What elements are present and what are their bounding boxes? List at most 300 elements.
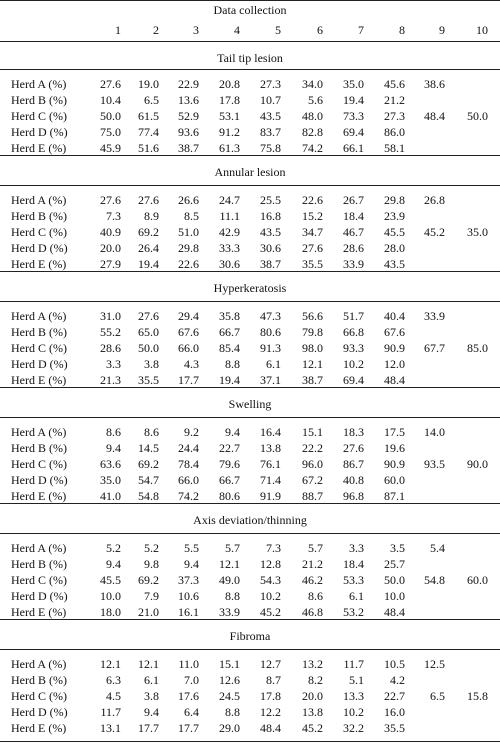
table-row <box>0 340 500 356</box>
table-cell: 83.7 <box>260 125 281 139</box>
table-cell: 73.3 <box>343 109 364 123</box>
table-cell: 91.9 <box>260 489 281 503</box>
table-cell: 19.6 <box>384 441 405 455</box>
table-cell: 86.0 <box>384 125 405 139</box>
table-cell: 24.4 <box>178 441 199 455</box>
table-cell: 79.8 <box>302 325 323 339</box>
table-cell: 18.0 <box>100 605 121 619</box>
table-cell: 66.1 <box>343 141 364 155</box>
row-label: Herd E (%) <box>11 257 67 271</box>
table-cell: 54.3 <box>260 573 281 587</box>
table-cell: 33.9 <box>424 309 445 323</box>
table-cell: 74.2 <box>302 141 323 155</box>
table-row <box>0 108 500 124</box>
table-cell: 12.1 <box>138 657 159 671</box>
table-cell: 85.4 <box>219 341 240 355</box>
table-cell: 42.9 <box>219 225 240 239</box>
table-cell: 67.7 <box>424 341 445 355</box>
table-cell: 60.0 <box>384 473 405 487</box>
table-cell: 25.5 <box>260 193 281 207</box>
table-cell: 66.0 <box>178 341 199 355</box>
table-cell: 38.6 <box>424 77 445 91</box>
row-label: Herd A (%) <box>11 657 67 671</box>
table-row <box>0 324 500 340</box>
table-cell: 6.1 <box>144 673 159 687</box>
table-cell: 11.7 <box>100 705 121 719</box>
table-cell: 11.1 <box>219 209 240 223</box>
table-cell: 17.7 <box>178 721 199 735</box>
table-row <box>0 704 500 720</box>
table-cell: 9.4 <box>144 705 159 719</box>
table-cell: 13.8 <box>260 441 281 455</box>
table-cell: 17.7 <box>138 721 159 735</box>
column-header-row <box>0 22 500 38</box>
table-row <box>0 540 500 556</box>
table-cell: 15.8 <box>467 689 488 703</box>
table-cell: 43.5 <box>384 257 405 271</box>
table-cell: 38.7 <box>302 373 323 387</box>
table-cell: 93.3 <box>343 341 364 355</box>
row-label: Herd C (%) <box>11 573 67 587</box>
table-cell: 40.8 <box>343 473 364 487</box>
table-cell: 46.2 <box>302 573 323 587</box>
table-cell: 13.3 <box>343 689 364 703</box>
row-label: Herd A (%) <box>11 425 67 439</box>
table-cell: 8.6 <box>106 425 121 439</box>
table-cell: 29.4 <box>178 309 199 323</box>
table-cell: 31.0 <box>100 309 121 323</box>
table-cell: 17.8 <box>260 689 281 703</box>
table-cell: 33.9 <box>343 257 364 271</box>
table-cell: 35.5 <box>138 373 159 387</box>
table-cell: 69.4 <box>343 373 364 387</box>
table-cell: 90.9 <box>384 457 405 471</box>
table-cell: 58.1 <box>384 141 405 155</box>
table-cell: 20.0 <box>302 689 323 703</box>
table-cell: 41.0 <box>100 489 121 503</box>
table-cell: 22.9 <box>178 77 199 91</box>
table-cell: 54.8 <box>424 573 445 587</box>
table-cell: 9.4 <box>184 557 199 571</box>
table-cell: 82.8 <box>302 125 323 139</box>
row-label: Herd B (%) <box>11 325 67 339</box>
table-cell: 17.8 <box>219 93 240 107</box>
table-cell: 22.7 <box>384 689 405 703</box>
table-cell: 5.2 <box>106 541 121 555</box>
table-cell: 96.8 <box>343 489 364 503</box>
table-cell: 16.8 <box>260 209 281 223</box>
table-cell: 10.0 <box>100 589 121 603</box>
table-cell: 6.1 <box>266 357 281 371</box>
column-header: 2 <box>153 23 159 37</box>
table-cell: 17.7 <box>178 373 199 387</box>
table-cell: 27.6 <box>100 77 121 91</box>
table-cell: 26.8 <box>424 193 445 207</box>
table-cell: 65.0 <box>138 325 159 339</box>
table-cell: 77.4 <box>138 125 159 139</box>
table-cell: 55.2 <box>100 325 121 339</box>
column-header: 7 <box>358 23 364 37</box>
table-row <box>0 440 500 456</box>
section-title: Axis deviation/thinning <box>193 513 307 527</box>
table-cell: 18.4 <box>343 209 364 223</box>
table-cell: 66.7 <box>219 325 240 339</box>
section-top-rule <box>0 619 500 620</box>
table-cell: 12.7 <box>260 657 281 671</box>
table-row <box>0 372 500 388</box>
table-cell: 21.0 <box>138 605 159 619</box>
table-cell: 48.4 <box>260 721 281 735</box>
table-cell: 9.4 <box>106 441 121 455</box>
table-cell: 8.7 <box>266 673 281 687</box>
table-cell: 51.7 <box>343 309 364 323</box>
table-cell: 15.1 <box>302 425 323 439</box>
table-cell: 8.8 <box>225 357 240 371</box>
table-cell: 37.3 <box>178 573 199 587</box>
row-label: Herd B (%) <box>11 557 67 571</box>
row-label: Herd C (%) <box>11 457 67 471</box>
table-cell: 8.2 <box>308 673 323 687</box>
table-cell: 50.0 <box>100 109 121 123</box>
table-cell: 67.2 <box>302 473 323 487</box>
table-cell: 45.2 <box>424 225 445 239</box>
table-cell: 13.8 <box>302 705 323 719</box>
table-cell: 54.7 <box>138 473 159 487</box>
table-row <box>0 688 500 704</box>
table-row <box>0 124 500 140</box>
table-cell: 5.7 <box>225 541 240 555</box>
table-cell: 5.6 <box>308 93 323 107</box>
table-cell: 12.1 <box>100 657 121 671</box>
table-cell: 6.1 <box>349 589 364 603</box>
row-label: Herd D (%) <box>11 357 68 371</box>
table-cell: 49.0 <box>219 573 240 587</box>
table-cell: 12.1 <box>302 357 323 371</box>
table-cell: 35.5 <box>302 257 323 271</box>
table-cell: 45.2 <box>260 605 281 619</box>
section-title: Fibroma <box>229 629 271 643</box>
table-cell: 35.0 <box>467 225 488 239</box>
table-cell: 7.0 <box>184 673 199 687</box>
table-cell: 75.0 <box>100 125 121 139</box>
table-cell: 12.8 <box>260 557 281 571</box>
table-row <box>0 720 500 736</box>
table-cell: 15.2 <box>302 209 323 223</box>
table-cell: 19.4 <box>219 373 240 387</box>
table-cell: 10.2 <box>343 705 364 719</box>
row-label: Herd E (%) <box>11 373 67 387</box>
table-cell: 5.4 <box>430 541 445 555</box>
table-cell: 50.0 <box>467 109 488 123</box>
table-row <box>0 308 500 324</box>
table-cell: 66.0 <box>178 473 199 487</box>
table-cell: 35.0 <box>100 473 121 487</box>
table-cell: 3.8 <box>144 689 159 703</box>
table-row <box>0 92 500 108</box>
table-cell: 19.4 <box>343 93 364 107</box>
table-row <box>0 208 500 224</box>
row-label: Herd D (%) <box>11 241 68 255</box>
column-header: 8 <box>399 23 405 37</box>
table-cell: 28.0 <box>384 241 405 255</box>
table-cell: 6.3 <box>106 673 121 687</box>
table-cell: 61.5 <box>138 109 159 123</box>
table-cell: 13.1 <box>100 721 121 735</box>
row-label: Herd C (%) <box>11 689 67 703</box>
table-cell: 10.4 <box>100 93 121 107</box>
table-cell: 5.7 <box>308 541 323 555</box>
table-cell: 8.8 <box>225 705 240 719</box>
table-row <box>0 488 500 504</box>
row-label: Herd E (%) <box>11 605 67 619</box>
table-row <box>0 140 500 156</box>
table-cell: 35.5 <box>384 721 405 735</box>
table-cell: 21.3 <box>100 373 121 387</box>
table-cell: 45.5 <box>100 573 121 587</box>
row-label: Herd C (%) <box>11 341 67 355</box>
table-cell: 27.6 <box>138 309 159 323</box>
table-cell: 87.1 <box>384 489 405 503</box>
row-label: Herd D (%) <box>11 589 68 603</box>
table-cell: 28.6 <box>100 341 121 355</box>
section-title: Hyperkeratosis <box>213 281 287 295</box>
table-bottom-rule <box>0 741 500 742</box>
table-cell: 43.5 <box>260 225 281 239</box>
table-cell: 85.0 <box>467 341 488 355</box>
table-cell: 29.8 <box>384 193 405 207</box>
table-cell: 3.3 <box>349 541 364 555</box>
row-label: Herd E (%) <box>11 721 67 735</box>
table-cell: 16.1 <box>178 605 199 619</box>
table-cell: 26.7 <box>343 193 364 207</box>
row-label: Herd C (%) <box>11 109 67 123</box>
table-cell: 22.6 <box>178 257 199 271</box>
table-cell: 15.1 <box>219 657 240 671</box>
section-title-rule <box>0 533 500 534</box>
table-cell: 35.8 <box>219 309 240 323</box>
table-cell: 53.2 <box>343 605 364 619</box>
table-cell: 11.0 <box>178 657 199 671</box>
table-top-rule <box>0 0 500 1</box>
table-cell: 9.8 <box>144 557 159 571</box>
table-cell: 63.6 <box>100 457 121 471</box>
table-cell: 8.6 <box>144 425 159 439</box>
column-header: 3 <box>193 23 199 37</box>
table-cell: 79.6 <box>219 457 240 471</box>
table-cell: 23.9 <box>384 209 405 223</box>
table-cell: 56.6 <box>302 309 323 323</box>
table-row <box>0 456 500 472</box>
column-header: 5 <box>275 23 281 37</box>
row-label: Herd A (%) <box>11 309 67 323</box>
table-cell: 29.8 <box>178 241 199 255</box>
table-cell: 90.9 <box>384 341 405 355</box>
table-row <box>0 76 500 92</box>
table-cell: 98.0 <box>302 341 323 355</box>
table-cell: 10.2 <box>343 357 364 371</box>
table-cell: 37.1 <box>260 373 281 387</box>
section-title-rule <box>0 69 500 70</box>
table-cell: 38.7 <box>178 141 199 155</box>
section-title-rule <box>0 185 500 186</box>
table-cell: 51.0 <box>178 225 199 239</box>
table-cell: 10.2 <box>260 589 281 603</box>
table-cell: 4.2 <box>390 673 405 687</box>
column-header: 4 <box>234 23 240 37</box>
table-cell: 14.5 <box>138 441 159 455</box>
table-cell: 48.0 <box>302 109 323 123</box>
table-cell: 90.0 <box>467 457 488 471</box>
table-cell: 48.4 <box>384 373 405 387</box>
row-label: Herd B (%) <box>11 209 67 223</box>
table-cell: 48.4 <box>424 109 445 123</box>
section-top-rule <box>0 41 500 42</box>
section-title: Tail tip lesion <box>217 51 283 65</box>
table-row <box>0 572 500 588</box>
table-cell: 21.2 <box>302 557 323 571</box>
table-cell: 69.4 <box>343 125 364 139</box>
table-cell: 30.6 <box>260 241 281 255</box>
table-cell: 18.4 <box>343 557 364 571</box>
section-title: Swelling <box>228 397 272 411</box>
table-cell: 27.6 <box>302 241 323 255</box>
table-cell: 27.6 <box>138 193 159 207</box>
table-cell: 38.7 <box>260 257 281 271</box>
table-cell: 53.3 <box>343 573 364 587</box>
table-cell: 8.8 <box>225 589 240 603</box>
table-cell: 20.0 <box>100 241 121 255</box>
table-cell: 12.6 <box>219 673 240 687</box>
table-cell: 74.2 <box>178 489 199 503</box>
section-title-rule <box>0 649 500 650</box>
section-title-rule <box>0 301 500 302</box>
table-cell: 54.8 <box>138 489 159 503</box>
table-cell: 51.6 <box>138 141 159 155</box>
table-cell: 33.3 <box>219 241 240 255</box>
table-cell: 30.6 <box>219 257 240 271</box>
table-cell: 12.1 <box>219 557 240 571</box>
table-cell: 61.3 <box>219 141 240 155</box>
table-row <box>0 556 500 572</box>
table-cell: 46.8 <box>302 605 323 619</box>
table-cell: 6.4 <box>184 705 199 719</box>
table-cell: 21.2 <box>384 93 405 107</box>
table-cell: 96.0 <box>302 457 323 471</box>
row-label: Herd B (%) <box>11 673 67 687</box>
table-cell: 7.3 <box>106 209 121 223</box>
table-row <box>0 604 500 620</box>
table-cell: 80.6 <box>219 489 240 503</box>
table-cell: 45.9 <box>100 141 121 155</box>
table-cell: 9.4 <box>106 557 121 571</box>
table-cell: 27.9 <box>100 257 121 271</box>
table-cell: 27.6 <box>100 193 121 207</box>
table-cell: 45.5 <box>384 225 405 239</box>
table-cell: 53.1 <box>219 109 240 123</box>
table-cell: 52.9 <box>178 109 199 123</box>
table-cell: 17.6 <box>178 689 199 703</box>
table-cell: 3.5 <box>390 541 405 555</box>
table-cell: 67.6 <box>178 325 199 339</box>
table-cell: 5.5 <box>184 541 199 555</box>
table-cell: 16.0 <box>384 705 405 719</box>
table-cell: 34.7 <box>302 225 323 239</box>
table-cell: 28.6 <box>343 241 364 255</box>
table-cell: 8.6 <box>308 589 323 603</box>
table-cell: 6.5 <box>430 689 445 703</box>
table-cell: 47.3 <box>260 309 281 323</box>
table-cell: 46.7 <box>343 225 364 239</box>
table-cell: 8.9 <box>144 209 159 223</box>
table-cell: 66.8 <box>343 325 364 339</box>
table-cell: 67.6 <box>384 325 405 339</box>
row-label: Herd D (%) <box>11 705 68 719</box>
table-cell: 18.3 <box>343 425 364 439</box>
table-cell: 3.3 <box>106 357 121 371</box>
table-cell: 50.0 <box>138 341 159 355</box>
row-label: Herd C (%) <box>11 225 67 239</box>
column-group-title: Data collection <box>213 3 287 17</box>
table-cell: 16.4 <box>260 425 281 439</box>
section-top-rule <box>0 387 500 388</box>
table-cell: 3.8 <box>144 357 159 371</box>
table-row <box>0 472 500 488</box>
table-cell: 69.2 <box>138 573 159 587</box>
table-cell: 27.3 <box>384 109 405 123</box>
table-row <box>0 224 500 240</box>
table-cell: 33.9 <box>219 605 240 619</box>
table-cell: 10.0 <box>384 589 405 603</box>
table-row <box>0 424 500 440</box>
table-cell: 60.0 <box>467 573 488 587</box>
table-cell: 45.2 <box>302 721 323 735</box>
row-label: Herd E (%) <box>11 489 67 503</box>
table-cell: 32.2 <box>343 721 364 735</box>
table-cell: 69.2 <box>138 225 159 239</box>
table-cell: 4.5 <box>106 689 121 703</box>
table-cell: 7.9 <box>144 589 159 603</box>
table-cell: 5.1 <box>349 673 364 687</box>
table-cell: 35.0 <box>343 77 364 91</box>
table-cell: 12.5 <box>424 657 445 671</box>
table-cell: 45.6 <box>384 77 405 91</box>
table-cell: 26.4 <box>138 241 159 255</box>
table-cell: 22.6 <box>302 193 323 207</box>
table-cell: 26.6 <box>178 193 199 207</box>
table-cell: 19.4 <box>138 257 159 271</box>
table-cell: 43.5 <box>260 109 281 123</box>
table-cell: 78.4 <box>178 457 199 471</box>
table-row <box>0 240 500 256</box>
column-header: 10 <box>476 23 488 37</box>
table-cell: 29.0 <box>219 721 240 735</box>
table-cell: 48.4 <box>384 605 405 619</box>
table-cell: 76.1 <box>260 457 281 471</box>
table-row <box>0 588 500 604</box>
table-cell: 10.7 <box>260 93 281 107</box>
section-title: Annular lesion <box>214 165 286 179</box>
column-header: 1 <box>115 23 121 37</box>
table-cell: 34.0 <box>302 77 323 91</box>
table-cell: 8.5 <box>184 209 199 223</box>
section-top-rule <box>0 503 500 504</box>
table-row <box>0 192 500 208</box>
table-row <box>0 656 500 672</box>
table-cell: 7.3 <box>266 541 281 555</box>
table-cell: 69.2 <box>138 457 159 471</box>
section-top-rule <box>0 271 500 272</box>
table-cell: 12.2 <box>260 705 281 719</box>
